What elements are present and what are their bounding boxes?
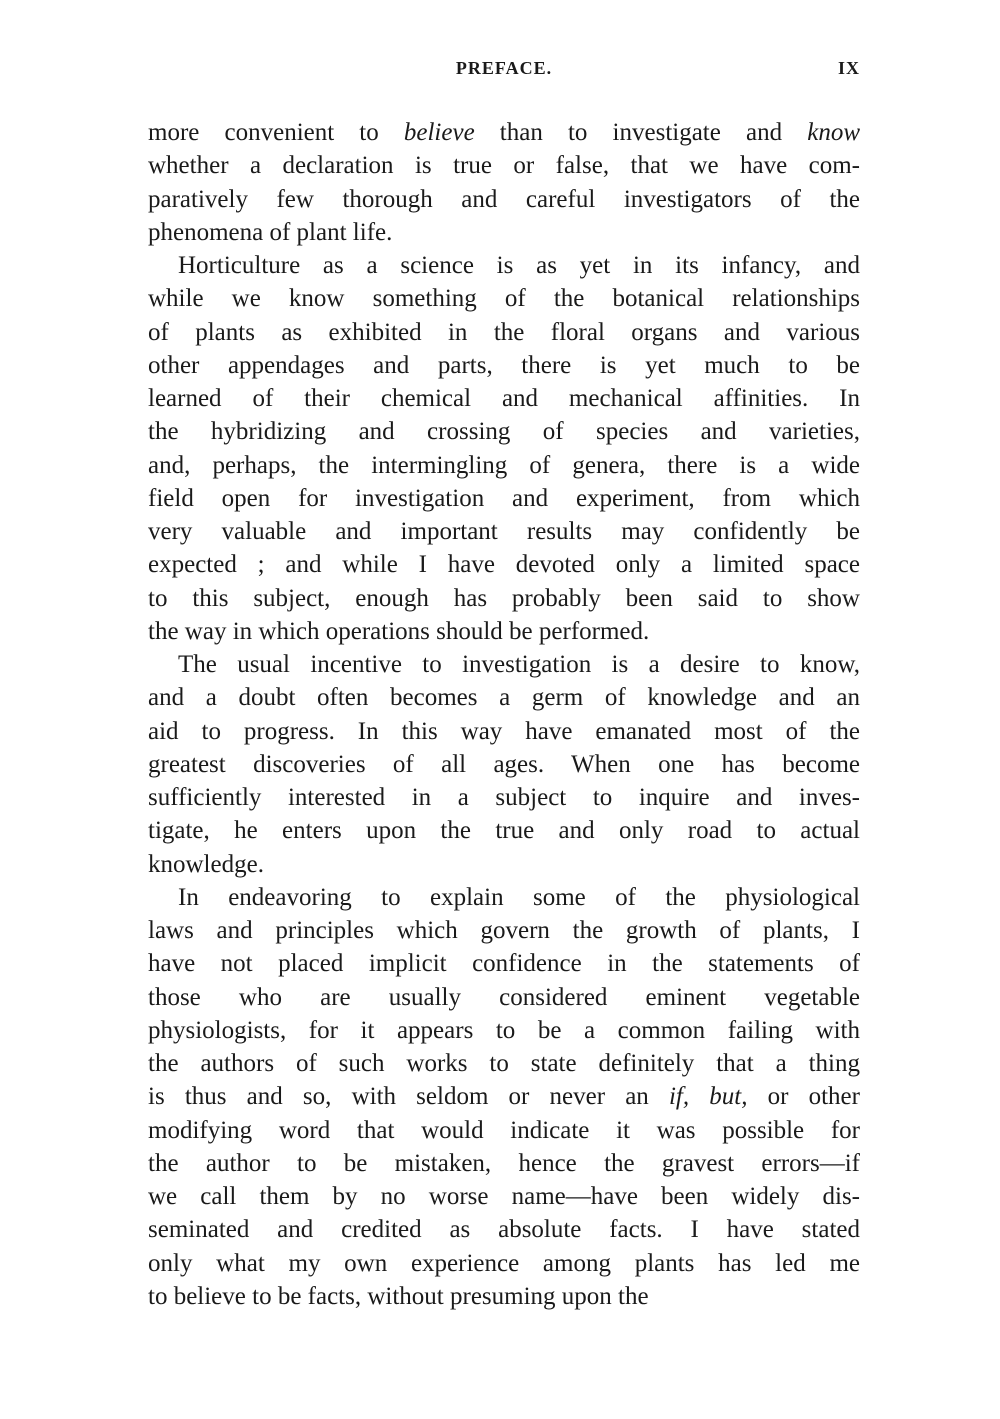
text-line [148, 681, 860, 714]
text-segment: phenomena of plant life. [148, 218, 393, 246]
text-segment: and, perhaps, the intermingling of genera, there is a wide [148, 451, 860, 479]
text-line [148, 848, 860, 881]
text-segment: The usual incentive to investigation is a desire to know, [178, 651, 860, 678]
text-line [148, 1147, 860, 1180]
text-segment: the hybridizing and crossing of species and varieties, [148, 418, 860, 446]
text-segment: field open for investigation and experiment, from which [148, 484, 860, 512]
text-line [148, 881, 860, 914]
text-line [148, 947, 860, 980]
text-segment: while we know something of the botanical relationships [148, 285, 860, 313]
text-segment: only what my own experience among plants has led me [148, 1249, 860, 1277]
text-line [148, 1213, 860, 1246]
text-segment: have not placed implicit confidence in the statements of [148, 950, 860, 978]
text-line [148, 183, 860, 216]
text-line [148, 449, 860, 482]
text-line [148, 515, 860, 548]
text-segment: the authors of such works to state definitely that a thing [148, 1050, 860, 1077]
text-segment: or other [747, 1083, 860, 1111]
text-line [148, 349, 860, 382]
text-segment: the way in which operations should be performed. [148, 617, 650, 645]
italic-text: if, but, [668, 1083, 748, 1111]
text-segment: and a doubt often becomes a germ of knowledge and an [148, 684, 860, 712]
text-segment: modifying word that would indicate it was possible for [148, 1116, 860, 1144]
text-segment: sufficiently interested in a subject to inquire and inves- [148, 784, 860, 811]
text-line [148, 648, 860, 681]
text-segment: very valuable and important results may confidently be [148, 518, 860, 545]
text-line [148, 249, 860, 282]
text-segment: laws and principles which govern the growth of plants, I [148, 917, 860, 944]
text-line [148, 216, 860, 249]
text-line [148, 1114, 860, 1147]
text-segment: we call them by no worse name—have been widely dis- [148, 1183, 860, 1210]
text-segment: to believe to be facts, without presuming upon the [148, 1282, 649, 1310]
text-segment: knowledge. [148, 850, 264, 878]
text-segment: tigate, he enters upon the true and only road to actual [148, 817, 860, 845]
page-title: PREFACE. [455, 58, 553, 78]
text-segment: those who are usually considered eminent vegetable [148, 983, 860, 1011]
body-text [148, 116, 860, 1313]
text-line [148, 615, 860, 648]
text-line [148, 415, 860, 448]
text-segment: whether a declaration is true or false, that we have com- [148, 152, 860, 180]
text-line [148, 1047, 860, 1080]
text-line [148, 1080, 860, 1113]
page-number: IX [837, 58, 860, 78]
text-segment: physiologists, for it appears to be a common failing with [148, 1016, 860, 1044]
text-segment: expected ; and while I have devoted only a limited space [148, 551, 860, 579]
text-line [148, 715, 860, 748]
text-segment: In endeavoring to explain some of the physiological [178, 883, 860, 911]
text-line [148, 116, 860, 149]
text-line [148, 1280, 860, 1313]
text-line [148, 748, 860, 781]
text-line [148, 582, 860, 615]
text-segment: more convenient to [148, 119, 404, 146]
text-line [148, 316, 860, 349]
text-line [148, 781, 860, 814]
text-line [148, 1014, 860, 1047]
text-line [148, 981, 860, 1014]
text-segment: other appendages and parts, there is yet much to be [148, 351, 860, 379]
text-line [148, 1247, 860, 1280]
italic-text: know [807, 119, 860, 146]
text-segment: than to investigate and [474, 119, 808, 146]
text-segment: paratively few thorough and careful investigators of the [148, 185, 860, 213]
text-segment: aid to progress. In this way have emanated most of the [148, 717, 860, 745]
text-line [148, 382, 860, 415]
text-segment: greatest discoveries of all ages. When one has become [148, 750, 860, 778]
text-line [148, 814, 860, 847]
text-line [148, 1180, 860, 1213]
text-segment: of plants as exhibited in the floral organs and various [148, 318, 860, 346]
text-segment: seminated and credited as absolute facts. I have stated [148, 1216, 860, 1244]
text-segment: Horticulture as a science is as yet in its infancy, and [178, 252, 860, 279]
text-segment: is thus and so, with seldom or never an [148, 1083, 669, 1111]
italic-text: believe [403, 119, 475, 146]
text-segment: the author to be mistaken, hence the gravest errors—if [148, 1149, 860, 1177]
text-segment: learned of their chemical and mechanical affinities. In [148, 385, 860, 412]
text-line [148, 282, 860, 315]
text-segment: to this subject, enough has probably been said to show [148, 584, 860, 612]
running-head [148, 58, 860, 88]
text-line [148, 482, 860, 515]
text-line [148, 914, 860, 947]
text-line [148, 548, 860, 581]
text-line [148, 149, 860, 182]
